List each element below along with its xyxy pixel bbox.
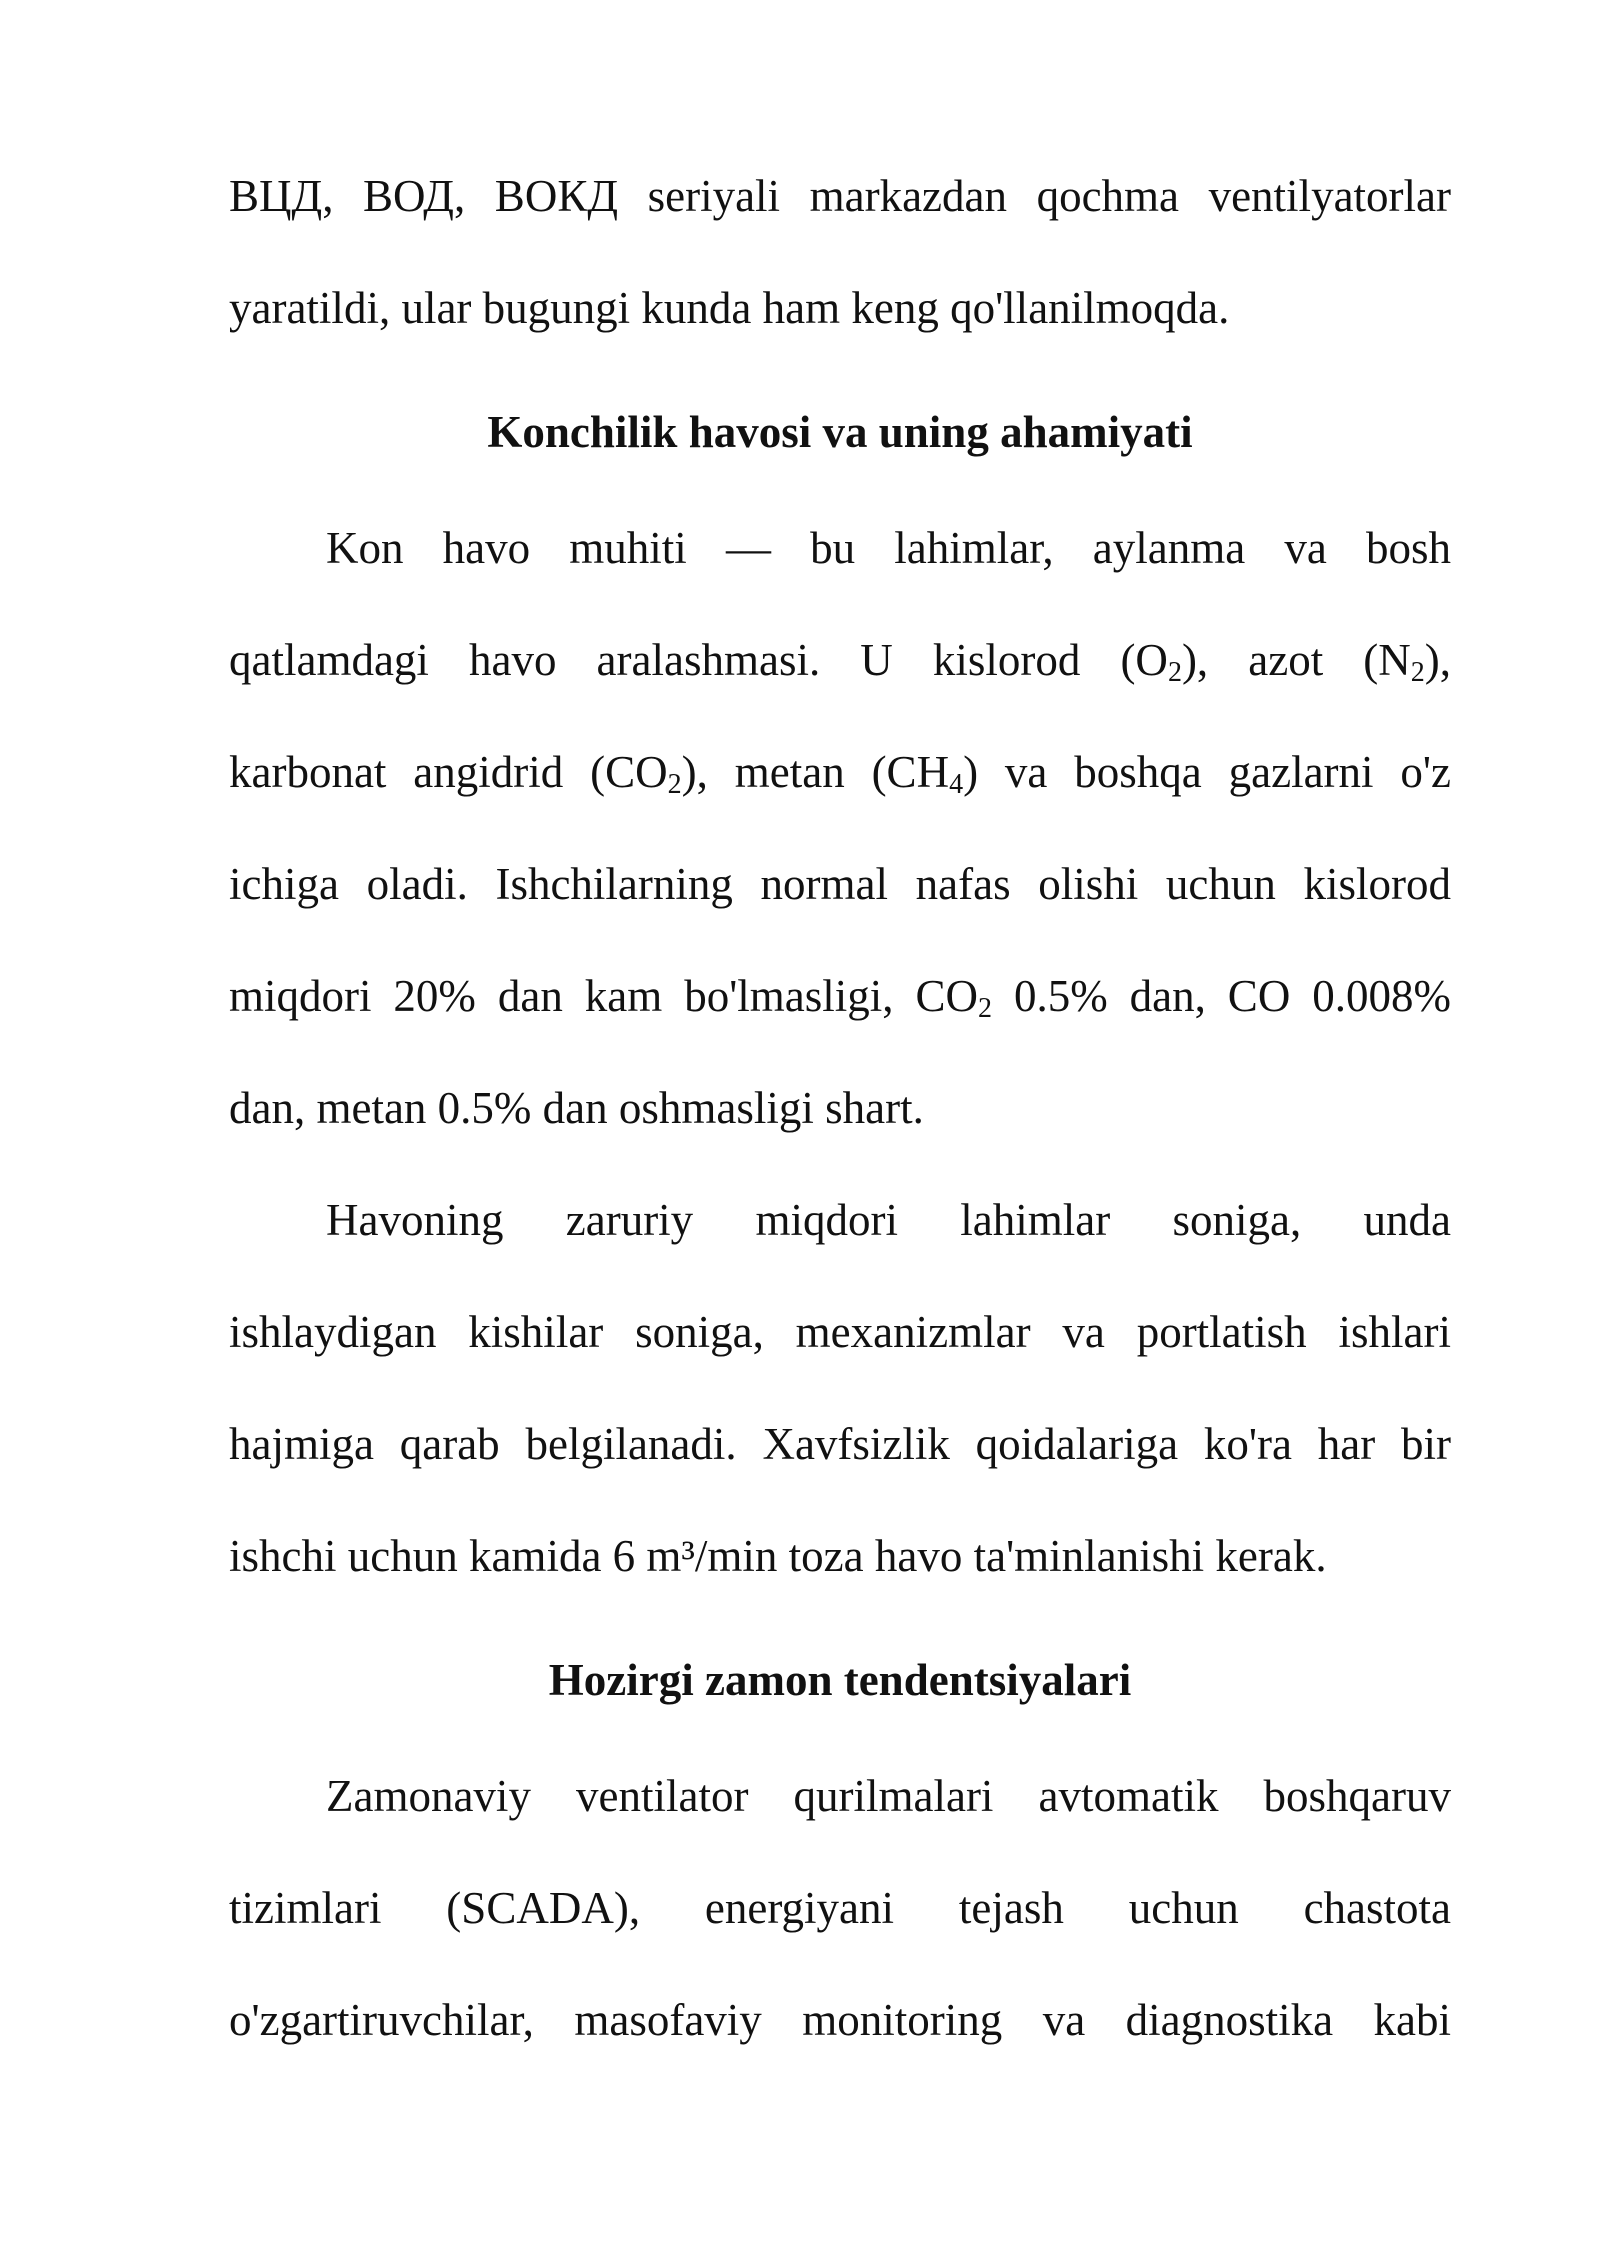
text-line: Kon havo muhiti — bu lahimlar, aylanma va bosh — [326, 523, 1451, 573]
text-line: yaratildi, ular bugungi kunda ham keng qo'llanilmoqda. — [229, 283, 1230, 333]
subscript: 2 — [1410, 657, 1425, 688]
text-line: Zamonaviy ventilator qurilmalari avtomatik boshqaruv — [326, 1771, 1451, 1821]
text-line: ichiga oladi. Ishchilarning normal nafas olishi uchun kislorod — [229, 859, 1451, 909]
section-heading-hozirgi-zamon: Hozirgi zamon tendentsiyalari — [548, 1655, 1132, 1705]
paragraph-zamonaviy-ventilator — [229, 1740, 1451, 2076]
paragraph-havoning-zaruriy-miqdori — [229, 1164, 1451, 1612]
text-line: ishchi uchun kamida 6 m³/min toza havo ta'minlanishi kerak. — [229, 1531, 1327, 1581]
subscript: 2 — [978, 993, 993, 1024]
text-line: ВЦД, ВОД, ВОКД seriyali markazdan qochma ventilyatorlar — [229, 171, 1451, 221]
text-line: ishlaydigan kishilar soniga, mexanizmlar va portlatish ishlari — [229, 1307, 1451, 1357]
subscript: 2 — [667, 769, 682, 800]
text-line: qatlamdagi havo aralashmasi. U kislorod $(O_2)$, azot $(N_2)$, — [229, 635, 1452, 688]
text-line: dan, metan 0.5% dan oshmasligi shart. — [229, 1083, 924, 1133]
text-line: karbonat angidrid $(CO_2)$, metan $(CH_4)$ va boshqa gazlarni o'z — [229, 747, 1451, 800]
text-line: tizimlari (SCADA), energiyani tejash uchun chastota — [229, 1883, 1451, 1933]
document-page — [229, 140, 1451, 2076]
section-heading-konchilik-havosi: Konchilik havosi va uning ahamiyati — [487, 407, 1193, 457]
subscript: 2 — [1167, 657, 1182, 688]
text-line: miqdori 20% dan kam bo'lmasligi, $CO_2$ 0.5% dan, CO 0.008% — [229, 971, 1451, 1024]
text-line: Havoning zaruriy miqdori lahimlar soniga, unda — [326, 1195, 1451, 1245]
paragraph-kon-havo-muhiti — [229, 492, 1451, 1164]
text-line: o'zgartiruvchilar, masofaviy monitoring va diagnostika kabi — [229, 1995, 1451, 2045]
text-line: hajmiga qarab belgilanadi. Xavfsizlik qoidalariga ko'ra har bir — [229, 1419, 1451, 1469]
paragraph-intro — [229, 140, 1451, 364]
subscript: 4 — [949, 769, 964, 800]
